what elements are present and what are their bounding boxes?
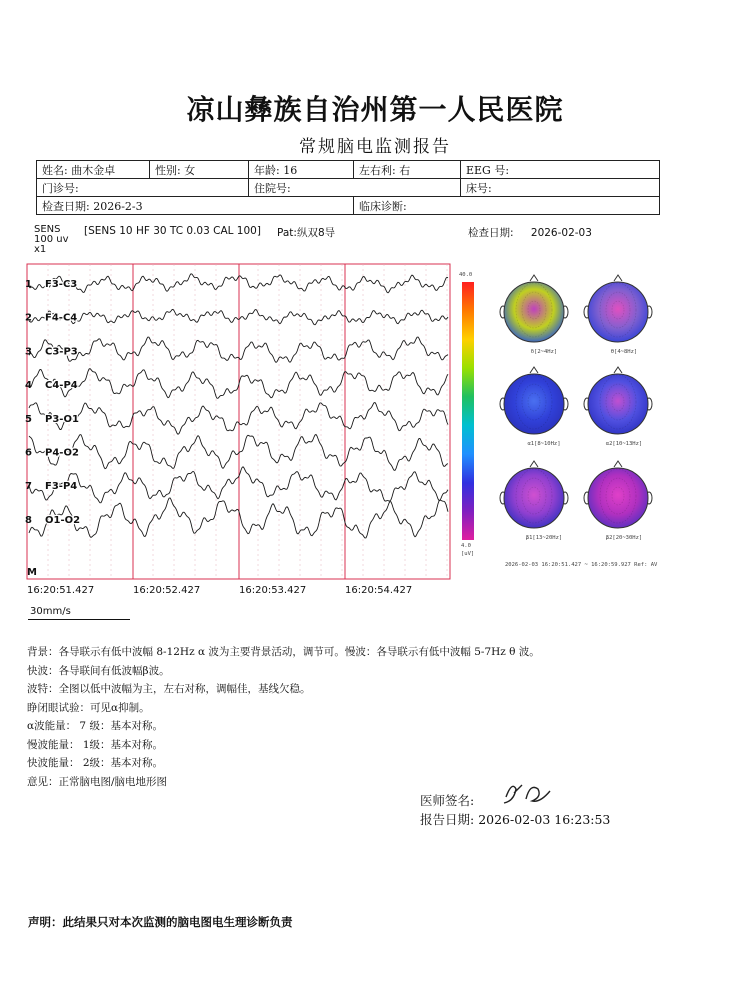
channel-number: 3: [25, 346, 32, 358]
report-fast-wave: 快波：各导联间有低波幅β波。: [27, 664, 170, 677]
map-label-theta: θ[4~8Hz]: [610, 349, 638, 355]
patient-age: 16: [283, 163, 298, 177]
map-label-beta2: β2[20~30Hz]: [605, 535, 643, 541]
map-label-beta1: β1[13~20Hz]: [525, 535, 563, 541]
topographic-map: [504, 468, 564, 528]
doctor-signature: [492, 775, 562, 809]
patient-name: 曲木金卓: [71, 163, 116, 177]
check-date-value: 2026-02-03: [530, 227, 592, 239]
report-background: 背景：各导联示有低中波幅 8-12Hz α 波为主要背景活动，调节可。慢波：各导联示有低中波幅 5-7Hz θ 波。: [27, 646, 540, 658]
channel-number: 4: [25, 380, 32, 392]
check-date-label: 检查日期:: [468, 227, 514, 239]
report-findings: [27, 643, 727, 791]
report-fast-energy: 快波能量： 2级：基本对称。: [27, 757, 164, 769]
color-scale-gradient: [462, 282, 474, 540]
report-date: [420, 810, 610, 828]
channel-label: F4-C4: [45, 312, 78, 324]
channel-label: C3-P3: [45, 346, 78, 358]
time-label-2: 16:20:52.427: [133, 585, 201, 596]
color-scale-bar: [462, 282, 474, 540]
report-waveform: 波特：全图以低中波幅为主，左右对称，调幅佳，基线欠稳。: [27, 683, 311, 695]
topographic-map: [588, 374, 648, 434]
head-nose: [530, 367, 538, 373]
time-label-1: 16:20:51.427: [27, 585, 95, 596]
scale-bottom-label: 4.0: [461, 543, 471, 549]
map-label-alpha1: α1[8~10Hz]: [527, 441, 561, 447]
eeg-number-label: EEG 号:: [466, 163, 510, 177]
name-label: 姓名:: [42, 163, 68, 177]
head-nose: [530, 275, 538, 281]
channel-label: O1-O2: [45, 514, 81, 526]
report-slow-energy: 慢波能量： 1级：基本对称。: [27, 738, 164, 751]
map-label-alpha2: α2[10~13Hz]: [605, 441, 643, 447]
report-title: 常规脑电监测报告: [299, 137, 451, 157]
patient-sex: 女: [184, 163, 196, 177]
channel-label: F3-C3: [45, 279, 78, 290]
eeg-settings: [SENS 10 HF 30 TC 0.03 CAL 100]: [84, 225, 261, 237]
report-alpha-energy: α波能量： 7 级：基本对称。: [27, 720, 163, 732]
head-nose: [614, 275, 622, 281]
paper-speed: 30mm/s: [30, 606, 71, 617]
map-time-range: 2026-02-03 16:20:51.427 ~ 16:20:59.927 Ref: AV: [505, 562, 658, 568]
report-eye-test: 睁闭眼试验：可见α抑制。: [27, 701, 150, 714]
head-nose: [530, 461, 538, 467]
event-marker: M: [27, 567, 37, 578]
channel-label: P4-O2: [45, 447, 79, 459]
map-label-delta: δ[2~4Hz]: [530, 349, 558, 355]
head-nose: [614, 461, 622, 467]
doctor-signature-label: 医师签名:: [420, 793, 475, 808]
time-label-4: 16:20:54.427: [345, 585, 413, 596]
disclaimer: 声明：此结果只对本次监测的脑电图电生理诊断负责: [28, 915, 293, 929]
exam-date-label: 检查日期:: [42, 199, 90, 213]
eeg-frame: [27, 264, 450, 579]
eeg-traces: [25, 274, 448, 538]
scale-top-label: 40.0: [459, 272, 473, 278]
topographic-map: [504, 282, 564, 342]
patient-handed: 右: [399, 163, 411, 177]
report-opinion: 意见：正常脑电图/脑电地形图: [27, 775, 168, 788]
age-label: 年龄:: [254, 163, 280, 177]
speed-scale-line: [28, 619, 130, 620]
outpatient-label: 门诊号:: [42, 181, 79, 195]
channel-number: 7: [25, 481, 32, 493]
channel-number: 5: [25, 413, 32, 425]
hospital-name: 凉山彝族自治州第一人民医院: [186, 93, 564, 126]
sex-label: 性别:: [155, 163, 181, 177]
channel-label: F3-P4: [45, 481, 78, 493]
topographic-map: [588, 468, 648, 528]
head-nose: [614, 367, 622, 373]
topographic-maps: [500, 275, 652, 528]
topographic-map: [588, 282, 648, 342]
inpatient-label: 住院号:: [254, 181, 291, 195]
channel-number: 6: [25, 447, 32, 459]
topographic-map: [504, 374, 564, 434]
channel-label: C4-P4: [45, 380, 78, 392]
bed-label: 床号:: [466, 181, 492, 195]
diagnosis-label: 临床诊断:: [359, 199, 407, 213]
montage-label: Pat:: [277, 227, 297, 239]
scale-unit: [uV]: [461, 551, 475, 557]
time-label-3: 16:20:53.427: [239, 585, 307, 596]
sens-label: SENS: [34, 224, 61, 235]
handed-label: 左右利:: [359, 163, 396, 177]
channel-label: P3-O1: [45, 413, 79, 425]
sens-value: 100 uv: [34, 234, 69, 245]
channel-number: 2: [25, 312, 32, 324]
report-date-value: 2026-02-03 16:23:53: [478, 812, 611, 827]
channel-number: 8: [25, 514, 32, 526]
exam-date: 2026-2-3: [93, 199, 143, 213]
channel-number: 1: [25, 279, 32, 290]
report-date-label: 报告日期:: [420, 812, 475, 827]
montage-value: 纵双8导: [296, 227, 336, 239]
sens-multiplier: x1: [34, 244, 47, 255]
